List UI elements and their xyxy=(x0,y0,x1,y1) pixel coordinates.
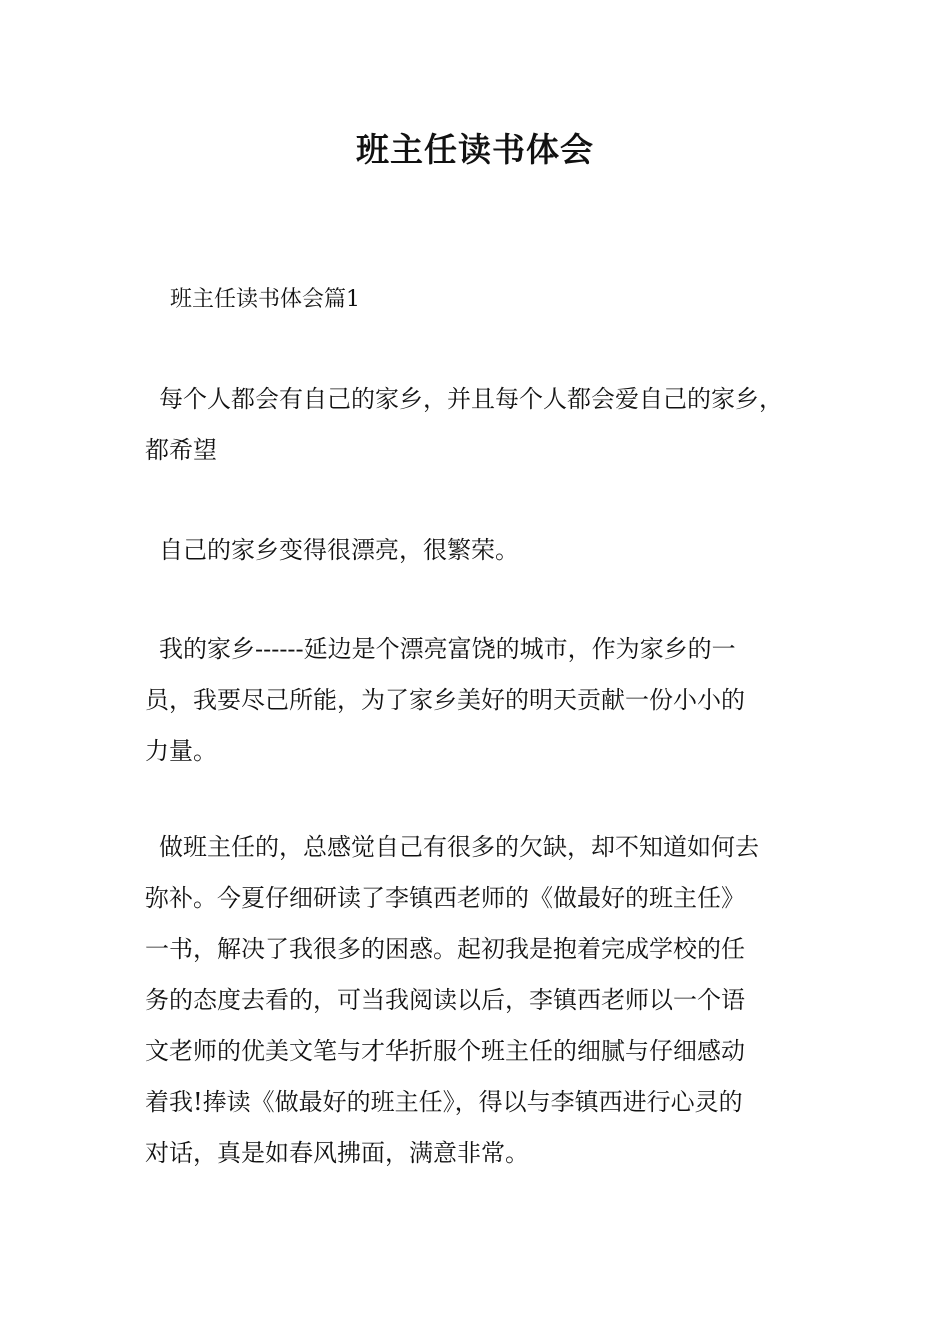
paragraph-line: 弥补。今夏仔细研读了李镇西老师的《做最好的班主任》 xyxy=(145,884,745,912)
paragraph-4 xyxy=(145,822,835,1179)
paragraph-line: 着我!捧读《做最好的班主任》，得以与李镇西进行心灵的 xyxy=(145,1088,743,1116)
paragraph-line: 一书，解决了我很多的困惑。起初我是抱着完成学校的任 xyxy=(145,935,745,963)
paragraph-3 xyxy=(145,624,835,777)
paragraph-line: 员，我要尽己所能，为了家乡美好的明天贡献一份小小的 xyxy=(145,686,745,714)
paragraph-line: 我的家乡------延边是个漂亮富饶的城市，作为家乡的一 xyxy=(159,635,736,663)
paragraph-line: 自己的家乡变得很漂亮，很繁荣。 xyxy=(159,536,519,564)
paragraph-line: 对话，真是如春风拂面，满意非常。 xyxy=(145,1139,529,1167)
section-heading: 班主任读书体会篇1 xyxy=(170,287,360,312)
paragraph-line: 文老师的优美文笔与才华折服个班主任的细腻与仔细感动 xyxy=(145,1037,745,1065)
paragraph-line: 都希望 xyxy=(145,436,217,464)
document-title: 班主任读书体会 xyxy=(356,130,594,169)
paragraph-line: 务的态度去看的，可当我阅读以后，李镇西老师以一个语 xyxy=(145,986,745,1014)
paragraph-1 xyxy=(145,374,835,476)
paragraph-line: 每个人都会有自己的家乡，并且每个人都会爱自己的家乡， xyxy=(159,385,783,413)
paragraph-line: 做班主任的，总感觉自己有很多的欠缺，却不知道如何去 xyxy=(159,833,759,861)
paragraph-line: 力量。 xyxy=(145,737,217,765)
paragraph-2 xyxy=(145,525,835,576)
